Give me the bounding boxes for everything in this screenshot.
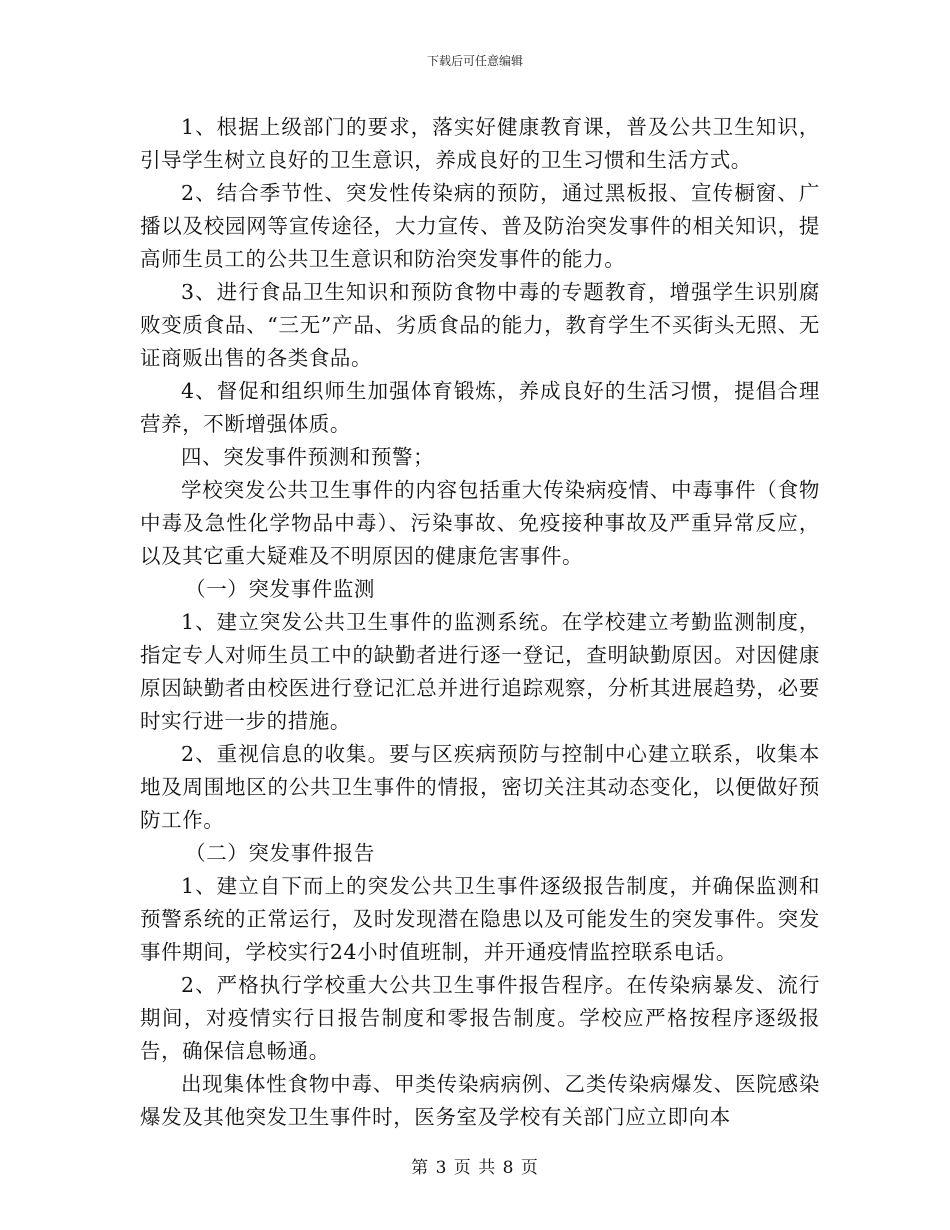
paragraph-item-3: 3、进行食品卫生知识和预防食物中毒的专题教育，增强学生识别腐败变质食品、“三无”产品、劣质食品的能力，教育学生不买街头无照、无证商贩出售的各类食品。 bbox=[140, 280, 820, 370]
paragraph-event-scope: 学校突发公共卫生事件的内容包括重大传染病疫情、中毒事件（食物中毒及急性化学物品中毒）、污染事故、免疫接种事故及严重异常反应，以及其它重大疑难及不明原因的健康危害事件。 bbox=[140, 478, 820, 568]
paragraph-reporting-1: 1、建立自下而上的突发公共卫生事件逐级报告制度，并确保监测和预警系统的正常运行，及时发现潜在隐患以及可能发生的突发事件。突发事件期间，学校实行24小时值班制，并开通疫情监控联系电话。 bbox=[140, 874, 820, 964]
paragraph-monitoring-2: 2、重视信息的收集。要与区疾病预防与控制中心建立联系，收集本地及周围地区的公共卫生事件的情报，密切关注其动态变化，以便做好预防工作。 bbox=[140, 742, 820, 832]
subsection-heading-monitoring: （一）突发事件监测 bbox=[185, 577, 375, 601]
document-body bbox=[140, 111, 820, 1134]
paragraph-item-1: 1、根据上级部门的要求，落实好健康教育课，普及公共卫生知识，引导学生树立良好的卫生意识，养成良好的卫生习惯和生活方式。 bbox=[140, 115, 820, 172]
page-header: 下载后可任意编辑 bbox=[426, 54, 523, 68]
section-heading-forecast: 四、突发事件预测和预警； bbox=[181, 445, 435, 469]
paragraph-reporting-3: 出现集体性食物中毒、甲类传染病病例、乙类传染病爆发、医院感染爆发及其他突发卫生事件时，医务室及学校有关部门应立即向本 bbox=[140, 1072, 820, 1129]
paragraph-reporting-2: 2、严格执行学校重大公共卫生事件报告程序。在传染病暴发、流行期间，对疫情实行日报告制度和零报告制度。学校应严格按程序逐级报告，确保信息畅通。 bbox=[140, 973, 820, 1063]
subsection-heading-reporting: （二）突发事件报告 bbox=[185, 841, 375, 865]
page-footer: 第 3 页 共 8 页 bbox=[411, 1158, 539, 1178]
paragraph-monitoring-1: 1、建立突发公共卫生事件的监测系统。在学校建立考勤监测制度，指定专人对师生员工中的缺勤者进行逐一登记，查明缺勤原因。对因健康原因缺勤者由校医进行登记汇总并进行追踪观察，分析其进展趋势，必要时实行进一步的措施。 bbox=[140, 610, 820, 733]
paragraph-item-2: 2、结合季节性、突发性传染病的预防，通过黑板报、宣传橱窗、广播以及校园网等宣传途径，大力宣传、普及防治突发事件的相关知识，提高师生员工的公共卫生意识和防治突发事件的能力。 bbox=[140, 181, 820, 271]
paragraph-item-4: 4、督促和组织师生加强体育锻炼，养成良好的生活习惯，提倡合理营养，不断增强体质。 bbox=[140, 379, 820, 436]
